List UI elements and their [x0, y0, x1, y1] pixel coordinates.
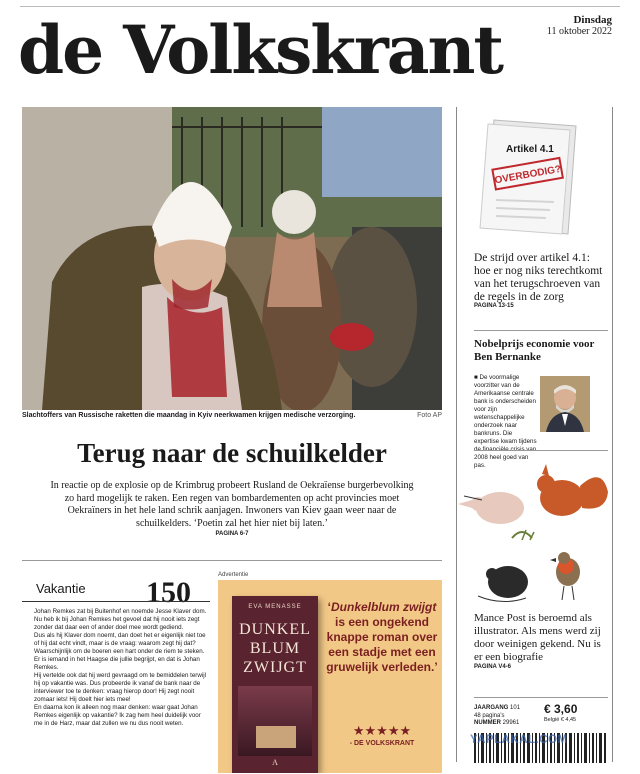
column-paragraph: Dus als hij Klaver dom noemt, dan doet het er eigenlijk niet toe of hij dat echt vindt, maar is de vraag: waarom zegt hij dat? Waarschijnlijk om de boeren een hart onder de riem te steken. Er is iemand in het Haagse die jullie begrijpt, en dat is Johan Remkes.: [34, 632, 206, 671]
issue-day: Dinsdag: [573, 14, 612, 26]
artikel-teaser[interactable]: De strijd over artikel 4.1: hoe er nog niks terechtkomt van het terugschroeven van de regels in de zorg: [474, 252, 603, 303]
bullet-icon: ■: [474, 374, 478, 381]
jaargang-value: 101: [510, 705, 521, 711]
mance-post-illustration[interactable]: [452, 456, 612, 616]
animal-illustration-icon: [452, 456, 612, 616]
book-author: EVA MENASSE: [248, 604, 302, 610]
book-title: DUNKEL BLUM ZWIJGT: [239, 621, 311, 676]
column-paragraph: Johan Remkes zat bij Buitenhof en noemde Jesse Klaver dom.: [34, 608, 207, 615]
book-cover-house: [256, 726, 296, 748]
sidebar-divider: [474, 450, 608, 451]
lead-body: In reactie op de explosie op de Krimbrug probeert Rusland de Oekraïense burgerbevolking zo hard mogelijk te raken. Een regen van bombardementen op acht provincies moet Oekraïners in het hele land schrik aanjagen. Inwoners van Kiev gaan weer naar de schuilkelders. ‘Poetin zal het hier niet bij laten.’: [50, 480, 414, 529]
top-rule: [20, 6, 620, 7]
bernanke-portrait: [540, 376, 590, 432]
issue-full-date: 11 oktober 2022: [546, 26, 612, 37]
star-rating: ★★★★★: [352, 723, 412, 738]
book-cover[interactable]: [232, 596, 318, 773]
column-paragraph: Hij vertelde ook dat hij werd gevraagd om te bemiddelen terwijl hij op vakantie was. Dus probeerde ik vanaf de bank naar de interviewer toe te denken: vraag hierop door! Hij zegt nooit zomaar iets! Hij doelt hier iets mee!: [34, 672, 206, 703]
barcode: [474, 727, 608, 765]
nobel-headline[interactable]: Nobelprijs economie voor Ben Bernanke: [474, 338, 595, 363]
column-paragraph: Nu heb ik bij Johan Remkes het gevoel dat hij nooit iets zegt zonder dat daar een of ander doel mee wordt gediend.: [34, 616, 200, 631]
artikel-stamp: OVERBODIG?: [493, 163, 562, 187]
artikel-illustration[interactable]: [476, 116, 580, 238]
jaargang-label: JAARGANG: [474, 705, 509, 711]
jaargang-row: [474, 705, 534, 713]
nobel-text-body: De voormalige voorzitter van de Amerikaanse centrale bank is onderscheiden voor zijn wetenschappelijke onderzoek naar bankruns. Die expertise kwam tijdens 2008 heel goed van pas.: [474, 374, 537, 469]
ad-quote-rest: is een ongekend knappe roman over een stadje met een gruwelijk verleden.: [326, 615, 438, 674]
barcode-icon: [474, 727, 608, 765]
nummer-label: NUMMER: [474, 720, 501, 726]
artikel-sign-title: Artikel 4.1: [506, 144, 554, 155]
column-paragraph: En daarna kon ik alleen nog maar denken: waar gaat Johan Remkes eigenlijk op vakantie? Ik zag hem heel duidelijk voor me in de Harz, maar dat zullen we nu dus nooit weten.: [34, 704, 201, 727]
mance-page-ref[interactable]: PAGINA V4-6: [474, 664, 512, 670]
document-icon: [476, 116, 580, 238]
ad-label: Advertentie: [218, 572, 249, 578]
mance-teaser[interactable]: Mance Post is beroemd als illustrator. Als mens werd zij door weinigen gekend. Nu is er een biografie: [474, 612, 601, 663]
photo-caption: [22, 412, 442, 419]
column-label: Vakantie: [36, 581, 86, 596]
sidebar-divider: [474, 330, 608, 331]
book-advertisement[interactable]: [218, 580, 442, 773]
nummer-value: 29961: [502, 720, 520, 726]
photo-credit: Foto AP: [417, 412, 442, 419]
sidebar-divider: [474, 697, 608, 698]
caption-text: Slachtoffers van Russische raketten die maandag in Kyiv neerkwamen krijgen medische verzorging.: [22, 412, 356, 419]
column-text: [22, 601, 210, 774]
price-belgium: België € 4,45: [544, 717, 577, 723]
artikel-page-ref[interactable]: PAGINA 13-15: [474, 303, 514, 309]
ad-quote-source: - DE VOLKSKRANT: [349, 740, 415, 747]
issue-meta: [474, 705, 534, 728]
masthead-logo[interactable]: de Volkskrant: [18, 11, 502, 89]
ad-quote-title: Dunkelblum zwijgt: [331, 600, 437, 614]
issue-date: [547, 14, 612, 38]
lead-page-ref[interactable]: PAGINA 6-7: [215, 531, 249, 537]
page-count: 48 pagina's: [474, 712, 505, 719]
lead-headline[interactable]: Terug naar de schuilkelder: [77, 438, 387, 468]
section-divider: [22, 560, 442, 561]
lead-photo-illustration: [22, 107, 442, 410]
portrait-icon: [540, 376, 590, 432]
publisher-mark: A: [272, 758, 278, 767]
column-number: 150: [146, 576, 191, 609]
price: € 3,60: [544, 702, 578, 716]
watermark: YAPLAKAL.COM: [470, 734, 568, 746]
ad-quote: ‘Dunkelblum zwijgt is een ongekend knappe roman over een stadje met een gruwelijk verleden.’: [326, 600, 438, 674]
lead-photo[interactable]: [22, 107, 442, 410]
